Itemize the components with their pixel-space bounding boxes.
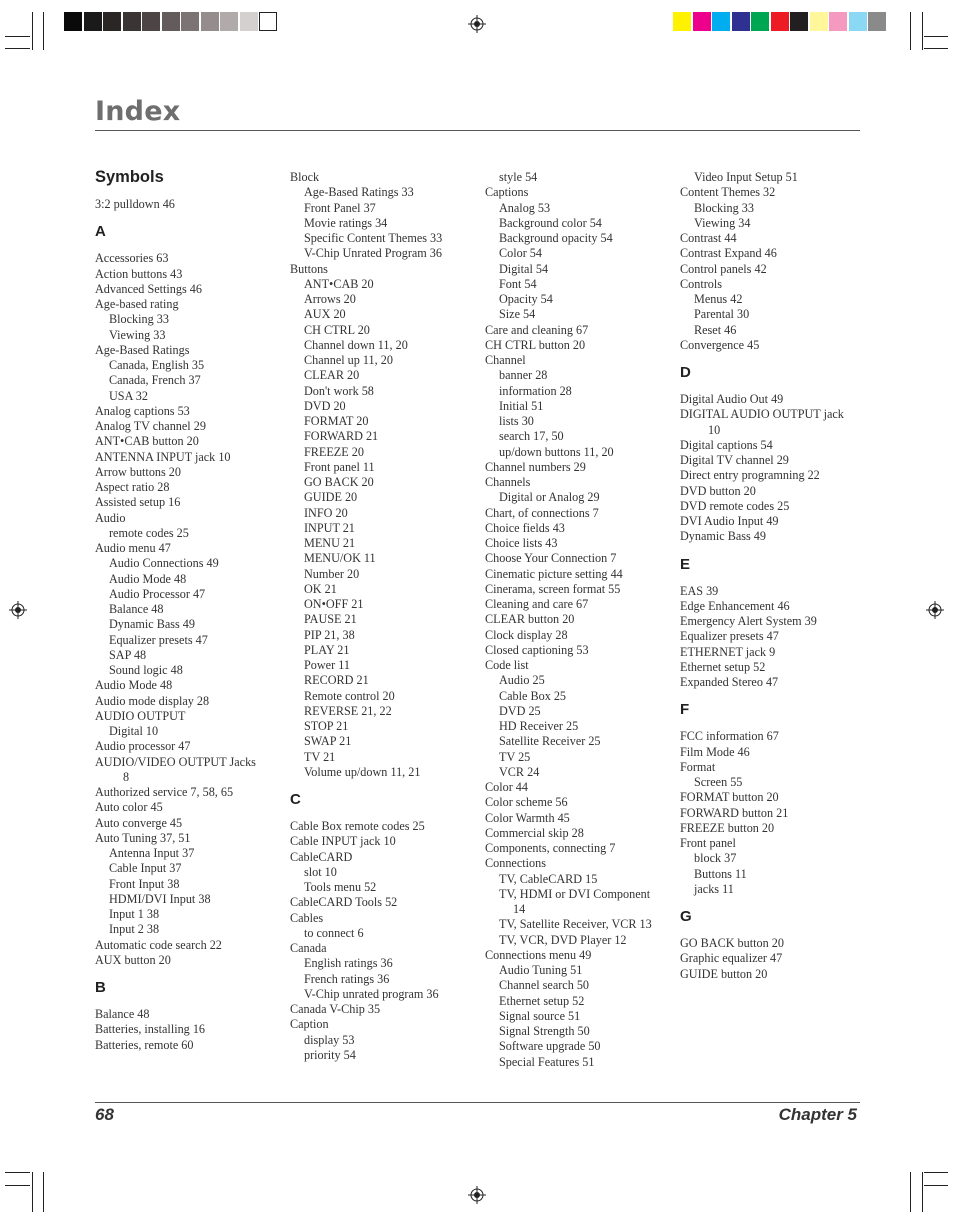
index-column-4 xyxy=(680,170,865,982)
index-entry: EAS 39 xyxy=(680,583,719,598)
index-subentry: Front panel 11 xyxy=(304,459,375,474)
color-swatch xyxy=(751,12,769,31)
index-subentry: Channel search 50 xyxy=(499,978,590,993)
index-subentry: PLAY 21 xyxy=(304,642,350,657)
index-subentry: Channel down 11, 20 xyxy=(304,337,408,352)
index-entry: Analog TV channel 29 xyxy=(95,419,206,433)
index-subentry: HD Receiver 25 xyxy=(499,719,579,733)
index-entry: Equalizer presets 47 xyxy=(680,629,779,644)
index-entry: Analog captions 53 xyxy=(95,403,190,418)
index-column-1 xyxy=(95,170,280,1053)
gray-swatch xyxy=(240,12,258,31)
index-subentry: Blocking 33 xyxy=(109,312,169,327)
page-number: 68 xyxy=(95,1105,114,1124)
index-subentry: GO BACK 20 xyxy=(304,475,374,489)
index-column-3 xyxy=(485,170,670,1070)
index-subentry: 10 xyxy=(708,422,721,437)
index-section-heading: C xyxy=(290,791,301,808)
index-entry: Channel numbers 29 xyxy=(485,459,586,474)
index-entry: Content Themes 32 xyxy=(680,185,776,200)
gray-swatch xyxy=(123,12,141,31)
index-entry: FORMAT button 20 xyxy=(680,790,779,805)
color-swatch xyxy=(868,12,886,31)
index-subentry: block 37 xyxy=(694,851,737,866)
index-section-heading: F xyxy=(680,701,690,719)
index-entry: AUX button 20 xyxy=(95,952,171,967)
index-subentry: FORMAT 20 xyxy=(304,414,369,428)
index-subentry: Cable Box 25 xyxy=(499,688,567,703)
gray-swatch xyxy=(162,12,180,31)
index-subentry: V-Chip unrated program 36 xyxy=(304,986,439,1001)
index-entry: Batteries, remote 60 xyxy=(95,1037,194,1052)
index-entry: Emergency Alert System 39 xyxy=(680,614,817,628)
index-subentry: Analog 53 xyxy=(499,200,551,215)
index-entry: Age-based rating xyxy=(95,297,179,311)
index-subentry: Initial 51 xyxy=(499,398,544,413)
index-entry: Components, connecting 7 xyxy=(485,841,616,855)
index-subentry: Number 20 xyxy=(304,566,360,581)
color-swatch xyxy=(673,12,691,31)
index-entry: CableCARD Tools 52 xyxy=(290,895,398,910)
index-section-heading: A xyxy=(95,223,106,241)
index-subentry: priority 54 xyxy=(304,1047,356,1062)
color-swatch xyxy=(810,12,828,31)
index-subentry: Canada, English 35 xyxy=(109,358,205,372)
index-entry: Color 44 xyxy=(485,780,528,794)
gray-swatch xyxy=(103,12,121,31)
index-entry: Care and cleaning 67 xyxy=(485,322,589,337)
registration-mark-left-icon xyxy=(9,601,27,619)
index-entry: Choice lists 43 xyxy=(485,536,558,550)
index-entry: Advanced Settings 46 xyxy=(95,281,202,296)
index-entry: Closed captioning 53 xyxy=(485,642,589,657)
index-entry: CableCARD xyxy=(290,849,353,864)
index-subentry: remote codes 25 xyxy=(109,525,189,540)
index-subentry: SWAP 21 xyxy=(304,734,352,749)
color-swatch xyxy=(693,12,711,31)
registration-mark-top-icon xyxy=(468,15,486,33)
index-subentry: Screen 55 xyxy=(694,775,743,789)
index-subentry: Channel up 11, 20 xyxy=(304,353,393,367)
index-subentry: TV, VCR, DVD Player 12 xyxy=(499,932,627,947)
index-subentry: Background color 54 xyxy=(499,215,602,230)
index-entry: Color Warmth 45 xyxy=(485,810,570,825)
index-entry: DVI Audio Input 49 xyxy=(680,514,779,528)
gray-swatch xyxy=(142,12,160,31)
index-entry: GO BACK button 20 xyxy=(680,936,784,950)
index-subentry: Input 2 38 xyxy=(109,922,160,937)
index-subentry: Satellite Receiver 25 xyxy=(499,734,601,749)
index-entry: Connections menu 49 xyxy=(485,947,592,962)
chapter-label: Chapter 5 xyxy=(778,1105,857,1124)
index-subentry: Viewing 34 xyxy=(694,215,751,230)
index-entry: Cleaning and care 67 xyxy=(485,597,589,611)
index-subentry: Cable Input 37 xyxy=(109,861,182,876)
gray-swatch xyxy=(220,12,238,31)
index-section-heading: B xyxy=(95,979,106,996)
index-subentry: DVD 25 xyxy=(499,703,541,718)
index-subentry: Audio Connections 49 xyxy=(109,556,219,571)
index-entry: Buttons xyxy=(290,261,328,276)
index-entry: AUDIO/VIDEO OUTPUT Jacks xyxy=(95,754,256,769)
index-subentry: Audio Tuning 51 xyxy=(499,963,583,977)
index-subentry: DVD 20 xyxy=(304,398,346,413)
index-entry: ANTENNA INPUT jack 10 xyxy=(95,449,231,464)
index-entry: Accessories 63 xyxy=(95,251,169,266)
index-subentry: Digital or Analog 29 xyxy=(499,490,600,505)
index-subentry: Parental 30 xyxy=(694,307,750,322)
registration-mark-right-icon xyxy=(926,601,944,619)
index-entry: CLEAR button 20 xyxy=(485,612,575,627)
index-subentry: Front Input 38 xyxy=(109,876,180,891)
page-title: Index xyxy=(95,96,181,127)
index-subentry: Blocking 33 xyxy=(694,200,754,215)
index-entry: Commercial skip 28 xyxy=(485,825,584,840)
index-entry: Format xyxy=(680,759,716,774)
registration-mark-bottom-icon xyxy=(468,1186,486,1204)
index-subentry: CLEAR 20 xyxy=(304,368,360,383)
index-subentry: Dynamic Bass 49 xyxy=(109,617,195,632)
index-subentry: Special Features 51 xyxy=(499,1054,595,1069)
index-subentry: Sound logic 48 xyxy=(109,663,183,677)
index-subentry: FREEZE 20 xyxy=(304,444,364,459)
index-entry: Block xyxy=(290,170,320,184)
index-subentry: Input 1 38 xyxy=(109,907,160,921)
index-entry: Color scheme 56 xyxy=(485,795,568,810)
index-entry: Auto Tuning 37, 51 xyxy=(95,830,191,845)
index-entry: Expanded Stereo 47 xyxy=(680,675,779,689)
index-subentry: Color 54 xyxy=(499,246,542,261)
index-subentry: MENU/OK 11 xyxy=(304,551,376,566)
index-subentry: Audio 25 xyxy=(499,673,545,688)
index-entry: Code list xyxy=(485,658,529,672)
index-subentry: English ratings 36 xyxy=(304,956,393,971)
index-subentry: 14 xyxy=(513,902,526,916)
index-entry: Auto color 45 xyxy=(95,800,163,815)
index-entry: GUIDE button 20 xyxy=(680,966,768,981)
index-entry: AUDIO OUTPUT xyxy=(95,708,186,723)
index-subentry: STOP 21 xyxy=(304,719,349,733)
index-entry: 3:2 pulldown 46 xyxy=(95,197,175,211)
index-section-heading: E xyxy=(680,555,691,573)
index-subentry: lists 30 xyxy=(499,414,534,428)
index-entry: Ethernet setup 52 xyxy=(680,659,766,674)
index-entry: Control panels 42 xyxy=(680,261,767,276)
index-subentry: SAP 48 xyxy=(109,647,147,662)
index-entry: Front panel xyxy=(680,836,736,850)
index-entry: Aspect ratio 28 xyxy=(95,480,170,494)
index-subentry: French ratings 36 xyxy=(304,971,390,986)
index-subentry: 8 xyxy=(123,769,130,784)
index-subentry: Reset 46 xyxy=(694,322,737,337)
index-subentry: Antenna Input 37 xyxy=(109,846,195,860)
index-entry: Contrast 44 xyxy=(680,231,737,245)
index-entry: Audio processor 47 xyxy=(95,739,191,754)
index-subentry: Age-Based Ratings 33 xyxy=(304,185,414,200)
index-subentry: Signal Strength 50 xyxy=(499,1024,590,1038)
index-subentry: banner 28 xyxy=(499,368,548,383)
index-subentry: information 28 xyxy=(499,383,572,398)
color-swatch xyxy=(712,12,730,31)
index-entry: Dynamic Bass 49 xyxy=(680,529,766,544)
index-subentry: Video Input Setup 51 xyxy=(694,170,798,184)
index-subentry: REVERSE 21, 22 xyxy=(304,703,392,718)
index-section-heading: Symbols xyxy=(95,168,164,186)
index-subentry: TV, Satellite Receiver, VCR 13 xyxy=(499,917,652,932)
index-entry: Canada xyxy=(290,941,327,955)
index-subentry: Signal source 51 xyxy=(499,1008,581,1023)
index-subentry: INFO 20 xyxy=(304,505,348,520)
index-subentry: OK 21 xyxy=(304,581,337,596)
index-entry: Age-Based Ratings xyxy=(95,342,190,357)
index-subentry: Buttons 11 xyxy=(694,866,747,881)
color-swatch xyxy=(829,12,847,31)
index-subentry: Equalizer presets 47 xyxy=(109,632,208,647)
index-entry: Chart, of connections 7 xyxy=(485,505,599,520)
index-entry: Audio Mode 48 xyxy=(95,678,173,693)
index-subentry: Specific Content Themes 33 xyxy=(304,231,443,245)
index-subentry: Ethernet setup 52 xyxy=(499,993,585,1008)
index-entry: Cable Box remote codes 25 xyxy=(290,819,425,833)
index-subentry: GUIDE 20 xyxy=(304,490,358,505)
index-subentry: TV, HDMI or DVI Component xyxy=(499,886,651,901)
index-subentry: RECORD 21 xyxy=(304,673,369,688)
index-entry: Direct entry programning 22 xyxy=(680,468,820,483)
index-subentry: Background opacity 54 xyxy=(499,231,613,245)
index-subentry: Digital 54 xyxy=(499,261,549,276)
index-subentry: Viewing 33 xyxy=(109,327,166,342)
index-entry: Canada V-Chip 35 xyxy=(290,1002,381,1016)
index-subentry: Opacity 54 xyxy=(499,292,553,306)
index-entry: Cable INPUT jack 10 xyxy=(290,834,396,849)
index-entry: Channels xyxy=(485,475,531,489)
index-entry: Balance 48 xyxy=(95,1007,150,1021)
index-entry: DVD remote codes 25 xyxy=(680,498,790,513)
index-entry: Action buttons 43 xyxy=(95,266,183,281)
color-swatch xyxy=(790,12,808,31)
index-subentry: Movie ratings 34 xyxy=(304,215,388,230)
index-entry: Assisted setup 16 xyxy=(95,495,181,510)
index-entry: Cinerama, screen format 55 xyxy=(485,581,621,596)
index-subentry: Font 54 xyxy=(499,276,537,291)
index-entry: DIGITAL AUDIO OUTPUT jack xyxy=(680,407,844,422)
index-subentry: Balance 48 xyxy=(109,602,164,616)
index-subentry: style 54 xyxy=(499,170,538,184)
index-subentry: Canada, French 37 xyxy=(109,373,201,388)
index-entry: CH CTRL button 20 xyxy=(485,337,586,352)
index-subentry: Don't work 58 xyxy=(304,383,374,398)
index-entry: Cinematic picture setting 44 xyxy=(485,566,623,581)
index-subentry: TV, CableCARD 15 xyxy=(499,871,598,886)
index-entry: Clock display 28 xyxy=(485,627,568,642)
color-swatch xyxy=(732,12,750,31)
index-entry: Captions xyxy=(485,185,529,200)
gray-swatch xyxy=(201,12,219,31)
index-entry: Arrow buttons 20 xyxy=(95,464,181,479)
gray-swatch xyxy=(84,12,102,31)
index-subentry: CH CTRL 20 xyxy=(304,322,370,337)
color-swatch xyxy=(849,12,867,31)
index-subentry: jacks 11 xyxy=(694,881,734,896)
index-subentry: Volume up/down 11, 21 xyxy=(304,764,421,779)
index-entry: Audio mode display 28 xyxy=(95,693,210,708)
index-subentry: PIP 21, 38 xyxy=(304,627,355,642)
index-subentry: Tools menu 52 xyxy=(304,880,377,894)
index-subentry: V-Chip Unrated Program 36 xyxy=(304,246,442,261)
index-subentry: Menus 42 xyxy=(694,292,743,306)
index-entry: Contrast Expand 46 xyxy=(680,246,777,261)
index-subentry: ON•OFF 21 xyxy=(304,597,364,611)
index-entry: Convergence 45 xyxy=(680,337,760,352)
index-entry: Edge Enhancement 46 xyxy=(680,598,790,613)
title-rule xyxy=(95,130,860,131)
index-entry: Authorized service 7, 58, 65 xyxy=(95,785,234,799)
index-subentry: Remote control 20 xyxy=(304,688,395,703)
index-subentry: Audio Processor 47 xyxy=(109,586,206,601)
index-subentry: USA 32 xyxy=(109,388,148,403)
index-entry: ANT•CAB button 20 xyxy=(95,434,199,449)
index-entry: Audio menu 47 xyxy=(95,541,171,555)
index-subentry: up/down buttons 11, 20 xyxy=(499,444,614,459)
index-entry: Channel xyxy=(485,353,526,367)
gray-swatch xyxy=(64,12,82,31)
index-entry: Cables xyxy=(290,910,324,925)
gray-swatch xyxy=(181,12,199,31)
index-subentry: Digital 10 xyxy=(109,724,159,738)
index-entry: Graphic equalizer 47 xyxy=(680,951,783,966)
index-entry: Caption xyxy=(290,1017,329,1032)
color-swatch xyxy=(771,12,789,31)
index-entry: DVD button 20 xyxy=(680,483,756,498)
index-subentry: slot 10 xyxy=(304,864,337,879)
index-subentry: ANT•CAB 20 xyxy=(304,276,374,291)
index-entry: Connections xyxy=(485,856,546,871)
index-subentry: MENU 21 xyxy=(304,536,356,550)
gray-swatch xyxy=(259,12,277,31)
index-section-heading: G xyxy=(680,908,692,925)
index-subentry: TV 25 xyxy=(499,749,531,764)
index-subentry: TV 21 xyxy=(304,749,336,764)
index-entry: FCC information 67 xyxy=(680,729,779,744)
index-subentry: FORWARD 21 xyxy=(304,429,379,444)
index-subentry: AUX 20 xyxy=(304,307,346,322)
index-entry: ETHERNET jack 9 xyxy=(680,644,776,659)
index-entry: FREEZE button 20 xyxy=(680,820,775,835)
index-entry: Audio xyxy=(95,510,126,525)
index-entry: Choose Your Connection 7 xyxy=(485,551,617,566)
index-entry: Batteries, installing 16 xyxy=(95,1022,206,1037)
index-entry: FORWARD button 21 xyxy=(680,805,789,820)
index-subentry: PAUSE 21 xyxy=(304,612,357,627)
index-subentry: Audio Mode 48 xyxy=(109,571,187,586)
index-subentry: Size 54 xyxy=(499,307,536,322)
index-entry: Automatic code search 22 xyxy=(95,937,222,952)
index-subentry: Front Panel 37 xyxy=(304,200,376,215)
index-entry: Controls xyxy=(680,276,722,291)
index-subentry: Arrows 20 xyxy=(304,292,356,306)
footer-rule xyxy=(95,1102,860,1103)
index-entry: Digital Audio Out 49 xyxy=(680,392,784,406)
index-subentry: to connect 6 xyxy=(304,925,364,940)
index-subentry: INPUT 21 xyxy=(304,520,355,535)
index-subentry: HDMI/DVI Input 38 xyxy=(109,891,211,906)
index-entry: Digital TV channel 29 xyxy=(680,453,789,467)
index-subentry: Software upgrade 50 xyxy=(499,1039,601,1054)
index-column-2 xyxy=(290,170,475,1063)
index-subentry: search 17, 50 xyxy=(499,429,564,444)
index-entry: Film Mode 46 xyxy=(680,744,750,759)
index-subentry: display 53 xyxy=(304,1032,355,1047)
index-subentry: Power 11 xyxy=(304,658,350,672)
index-entry: Auto converge 45 xyxy=(95,815,183,830)
index-section-heading: D xyxy=(680,364,691,381)
index-entry: Digital captions 54 xyxy=(680,437,773,452)
index-subentry: VCR 24 xyxy=(499,764,540,779)
index-entry: Choice fields 43 xyxy=(485,520,565,535)
